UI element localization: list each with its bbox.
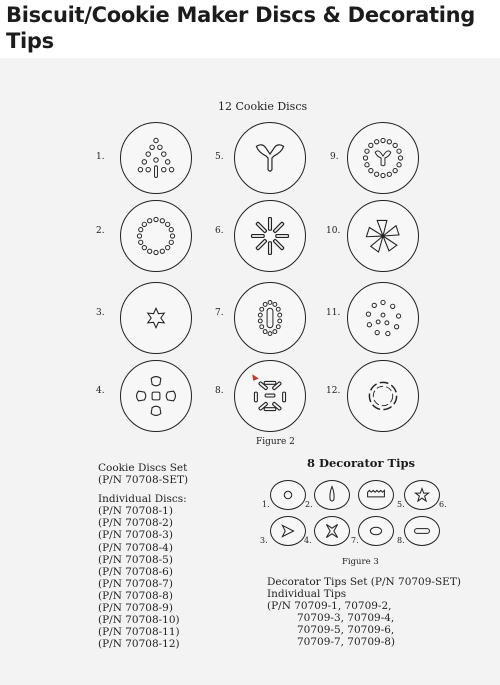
oval-opening-icon	[359, 517, 393, 545]
scattered-dots-pattern-icon	[348, 283, 418, 353]
slot-opening-icon	[405, 517, 439, 545]
tip-part-numbers: 70709-5, 70709-6,	[297, 624, 395, 637]
disc-part-number: (P/N 70708-9)	[98, 602, 173, 615]
disc-part-number: (P/N 70708-4)	[98, 541, 173, 554]
decorator-tip-7	[358, 516, 394, 546]
cookie-disc-9	[347, 122, 419, 194]
tip-number-3: 3.	[260, 536, 268, 545]
pinwheel-pattern-icon	[348, 201, 418, 271]
disc-part-number: (P/N 70708-11)	[98, 626, 180, 639]
star-opening-icon	[405, 481, 439, 509]
cookie-disc-3	[120, 282, 192, 354]
disc-part-number: (P/N 70708-2)	[98, 517, 173, 530]
figure-2-caption: Figure 2	[256, 437, 295, 447]
disc-number-7: 7.	[215, 308, 224, 318]
decorator-tips-parts-list	[267, 576, 461, 649]
disc-part-number: (P/N 70708-8)	[98, 589, 173, 602]
ring-arcs-pattern-icon	[348, 361, 418, 431]
disc-number-9: 9.	[330, 152, 339, 162]
disc-number-2: 2.	[96, 226, 105, 236]
tip-number-6: 6.	[439, 500, 447, 509]
decorator-tip-1	[270, 480, 306, 510]
tip-part-numbers: (P/N 70709-1, 70709-2,	[267, 600, 392, 613]
decorator-tip-2	[314, 480, 350, 510]
cookie-set-pn: (P/N 70708-SET)	[98, 474, 189, 487]
teardrop-opening-icon	[315, 481, 349, 509]
disc-number-4: 4.	[96, 386, 105, 396]
disc-number-6: 6.	[215, 226, 224, 236]
triangle-dots-pattern-icon	[121, 123, 191, 193]
cookie-disc-6	[234, 200, 306, 272]
tip-number-7: 7.	[351, 536, 359, 545]
star-pattern-icon	[121, 283, 191, 353]
tips-heading: 8 Decorator Tips	[307, 456, 415, 470]
disc-number-11: 11.	[326, 308, 341, 318]
bars-pattern-icon	[235, 361, 305, 431]
starburst-pattern-icon	[235, 201, 305, 271]
tip-number-8: 8.	[397, 536, 405, 545]
cross-star-opening-icon	[315, 517, 349, 545]
individual-tips-label: Individual Tips	[267, 588, 347, 601]
disc-number-3: 3.	[96, 308, 105, 318]
disc-part-number: (P/N 70708-3)	[98, 529, 173, 542]
page-title: Biscuit/Cookie Maker Discs & Decorating Tips	[6, 3, 475, 53]
cookie-disc-5	[234, 122, 306, 194]
cookie-disc-7	[234, 282, 306, 354]
cookie-disc-8	[234, 360, 306, 432]
decorator-set-title: Decorator Tips Set (P/N 70709-SET)	[267, 576, 461, 588]
figure-3-caption: Figure 3	[342, 557, 379, 567]
ribbon-opening-icon	[359, 481, 393, 509]
disc-part-number: (P/N 70708-6)	[98, 565, 173, 578]
cross-flower-pattern-icon	[121, 361, 191, 431]
tip-number-5: 5.	[397, 500, 405, 509]
decorator-tip-8	[404, 516, 440, 546]
tip-number-4: 4.	[304, 536, 312, 545]
tip-number-1: 1.	[262, 500, 270, 509]
cookie-disc-11	[347, 282, 419, 354]
cookie-discs-parts-list	[98, 462, 188, 650]
disc-number-1: 1.	[96, 152, 105, 162]
disc-part-number: (P/N 70708-10)	[98, 614, 180, 627]
cookie-disc-2	[120, 200, 192, 272]
disc-number-5: 5.	[215, 152, 224, 162]
disc-part-number: (P/N 70708-12)	[98, 638, 180, 651]
discs-heading: 12 Cookie Discs	[218, 100, 308, 113]
individual-discs-label: Individual Discs:	[98, 493, 187, 506]
ring-y-pattern-icon	[348, 123, 418, 193]
cookie-disc-10	[347, 200, 419, 272]
disc-number-8: 8.	[215, 386, 224, 396]
decorator-tip-6	[404, 480, 440, 510]
cookie-disc-12	[347, 360, 419, 432]
leaf-opening-icon	[271, 517, 305, 545]
disc-part-number: (P/N 70708-5)	[98, 553, 173, 566]
disc-number-10: 10.	[326, 226, 341, 236]
tip-part-numbers: 70709-7, 70709-8)	[297, 636, 396, 649]
decorator-tip-4	[314, 516, 350, 546]
ring-dots-pattern-icon	[121, 201, 191, 271]
disc-part-number: (P/N 70708-1)	[98, 505, 173, 518]
decorator-tip-5	[358, 480, 394, 510]
tip-part-numbers: 70709-3, 70709-4,	[297, 612, 395, 625]
y-shape-pattern-icon	[235, 123, 305, 193]
oval-dots-pattern-icon	[235, 283, 305, 353]
disc-number-12: 12.	[326, 386, 341, 396]
cookie-disc-4	[120, 360, 192, 432]
decorator-tip-3	[270, 516, 306, 546]
cookie-disc-1	[120, 122, 192, 194]
cookie-set-title: Cookie Discs Set	[98, 462, 188, 474]
tip-number-2: 2.	[305, 500, 313, 509]
disc-part-number: (P/N 70708-7)	[98, 577, 173, 590]
round-opening-icon	[271, 481, 305, 509]
